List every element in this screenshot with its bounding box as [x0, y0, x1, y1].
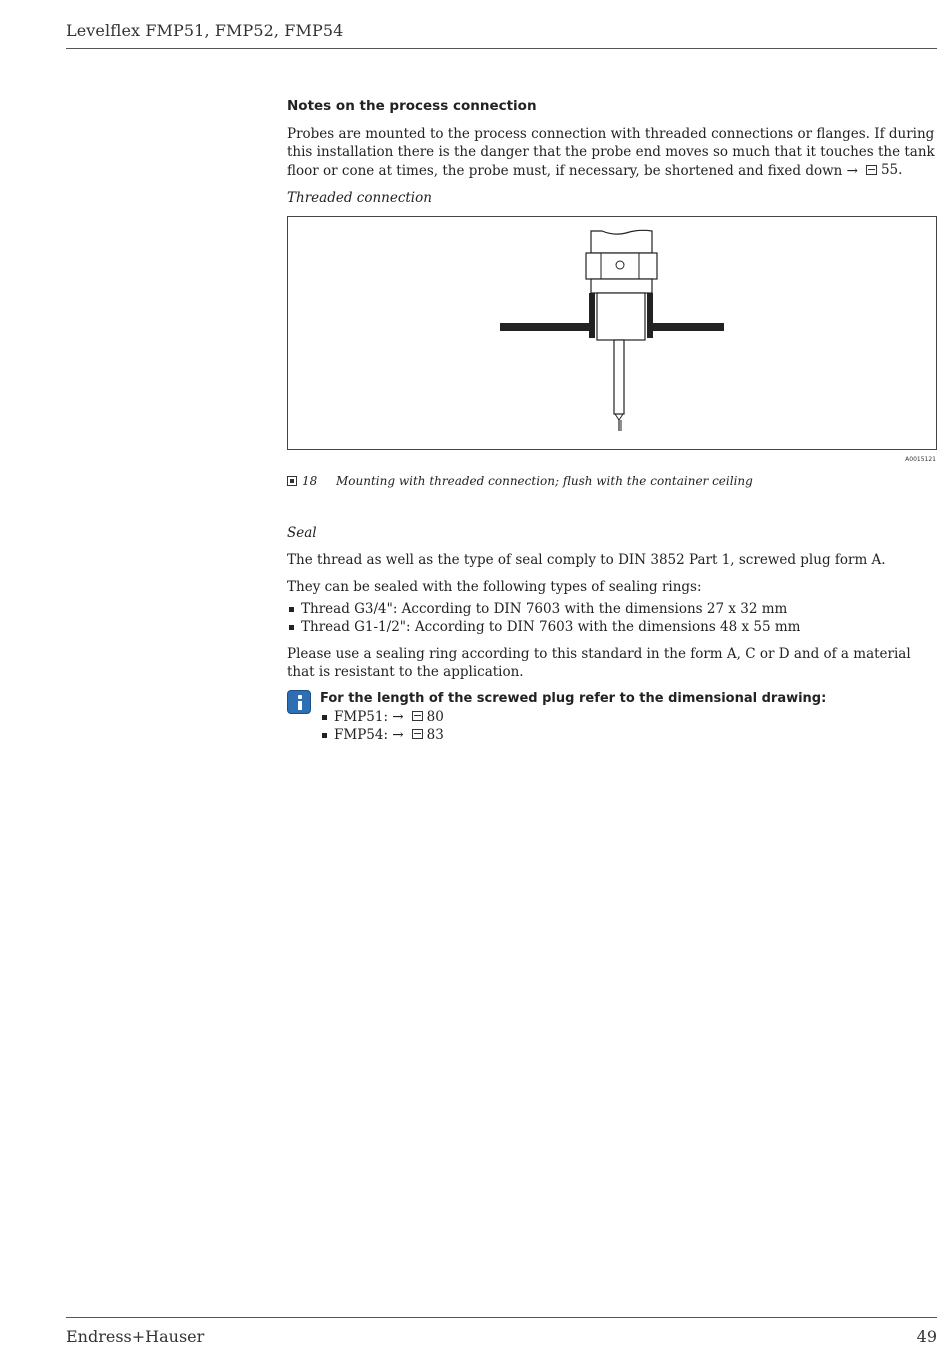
- figure-icon: [287, 476, 297, 486]
- info-item-page: 80: [426, 709, 444, 725]
- housing-top: [591, 230, 652, 253]
- caption-text: Mounting with threaded connection; flush with the container ceiling: [336, 474, 753, 488]
- socket-left: [589, 293, 595, 338]
- threaded-connection-heading: Threaded connection: [287, 190, 432, 206]
- sealing-ring-list: [287, 600, 937, 636]
- list-item[interactable]: [320, 708, 826, 726]
- info-item-label: FMP54: →: [334, 727, 404, 743]
- seal-paragraph-2: They can be sealed with the following types of sealing rings:: [287, 579, 702, 595]
- tank-ceiling-right: [652, 323, 724, 331]
- info-note: [287, 690, 937, 744]
- info-item-page: 83: [426, 727, 444, 743]
- page-number: 49: [916, 1327, 937, 1346]
- info-text: [320, 690, 826, 744]
- list-item[interactable]: [320, 726, 826, 744]
- probe-drawing: [288, 217, 936, 449]
- info-list: [320, 708, 826, 744]
- footer-brand: Endress+Hauser: [66, 1327, 205, 1346]
- threaded-plug: [597, 293, 645, 340]
- threaded-connection-figure: [287, 216, 937, 450]
- info-item-label: FMP51: →: [334, 709, 404, 725]
- seal-paragraph-3: Please use a sealing ring according to this standard in the form A, C or D and of a material that is resistant to the application.: [287, 646, 911, 680]
- footer-divider: [66, 1317, 937, 1318]
- collar: [591, 279, 652, 293]
- intro-page-ref[interactable]: [858, 161, 902, 179]
- intro-page-number: 55.: [880, 162, 903, 178]
- header-divider: [66, 48, 937, 49]
- book-icon: [412, 711, 423, 721]
- intro-text: Probes are mounted to the process connection with threaded connections or flanges. If during this installation there is the danger that the probe end moves so much that it touches the tank floor or cone at times, the probe must, if necessary, be shortened and fixed down →: [287, 126, 935, 179]
- page-content: [287, 97, 937, 744]
- running-header: Levelflex FMP51, FMP52, FMP54: [66, 21, 344, 40]
- book-icon: [412, 729, 423, 739]
- intro-paragraph: [287, 125, 937, 180]
- socket-right: [647, 293, 653, 338]
- section-heading: Notes on the process connection: [287, 98, 537, 114]
- seal-paragraph-1: The thread as well as the type of seal comply to DIN 3852 Part 1, screwed plug form A.: [287, 552, 886, 568]
- probe-rod: [614, 340, 624, 414]
- seal-heading: Seal: [287, 525, 317, 541]
- hex-hole: [616, 261, 624, 269]
- figure-number: 18: [302, 474, 318, 488]
- list-item: Thread G3/4": According to DIN 7603 with the dimensions 27 x 32 mm: [287, 600, 937, 618]
- book-icon: [866, 165, 877, 175]
- figure-caption: [287, 472, 937, 490]
- tank-ceiling-left: [500, 323, 590, 331]
- figure-code: A0015121: [905, 456, 936, 463]
- list-item: Thread G1-1/2": According to DIN 7603 with the dimensions 48 x 55 mm: [287, 618, 937, 636]
- info-icon: [287, 690, 311, 714]
- info-heading: For the length of the screwed plug refer to the dimensional drawing:: [320, 691, 827, 706]
